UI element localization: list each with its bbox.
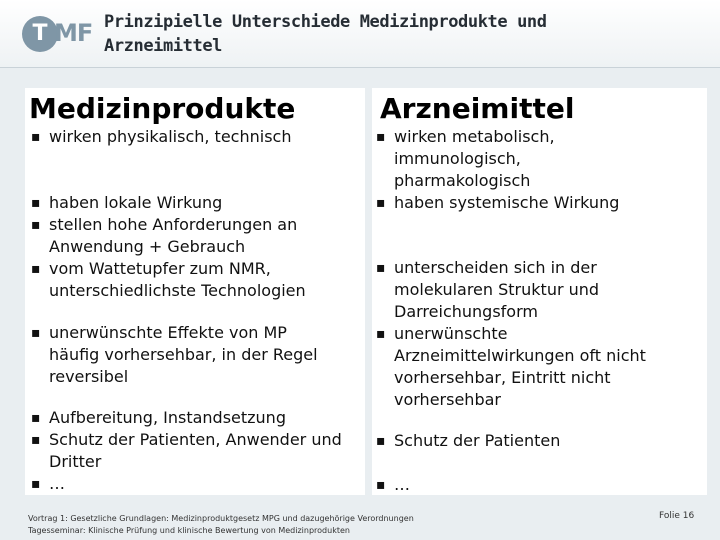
left-bullet: ▪ Schutz der Patienten, Anwender und Dritter [31,429,361,473]
slide-header [0,0,720,68]
slide-title: Prinzipielle Unterschiede Medizinprodukte und Arzneimittel [104,12,547,56]
slide-number: Folie 16 [659,511,695,521]
right-bullet: ▪ unterscheiden sich in der molekularen Struktur und Darreichungsform [376,257,676,323]
right-bullet: ▪ haben systemische Wirkung [376,192,706,214]
left-bullet: ▪ vom Wattetupfer zum NMR, unterschiedlichste Technologien [31,258,361,302]
footer [28,513,528,537]
tmf-logo [22,16,93,52]
left-bullet: ▪ unerwünschte Effekte von MP häufig vorhersehbar, in der Regel reversibel [31,322,331,388]
left-column [25,88,365,495]
left-heading: Medizinprodukte [29,92,296,125]
right-bullet: ▪ wirken metabolisch, immunologisch, pharmakologisch [376,126,616,192]
right-bullet: ▪ unerwünschte Arzneimittelwirkungen oft nicht vorhersehbar, Eintritt nicht vorhersehbar [376,323,676,411]
right-bullet: ▪ Schutz der Patienten [376,430,706,452]
right-bullet: ▪ … [376,474,706,496]
left-bullet: ▪ stellen hohe Anforderungen an Anwendung + Gebrauch [31,214,341,258]
left-bullet: ▪ wirken physikalisch, technisch [31,126,361,148]
footer-line-1: Vortrag 1: Gesetzliche Grundlagen: Medizinproduktgesetz MPG und dazugehörige Verordnungen [28,514,414,523]
footer-line-2: Tagesseminar: Klinische Prüfung und klinische Bewertung von Medizinprodukten [28,526,350,535]
logo-circle: T [22,16,58,52]
left-bullet: ▪ haben lokale Wirkung [31,192,361,214]
right-heading: Arzneimittel [380,92,575,125]
right-column [372,88,707,495]
left-bullet: ▪ Aufbereitung, Instandsetzung [31,407,361,429]
left-bullet: ▪ … [31,473,361,495]
logo-text: MF [54,19,93,47]
